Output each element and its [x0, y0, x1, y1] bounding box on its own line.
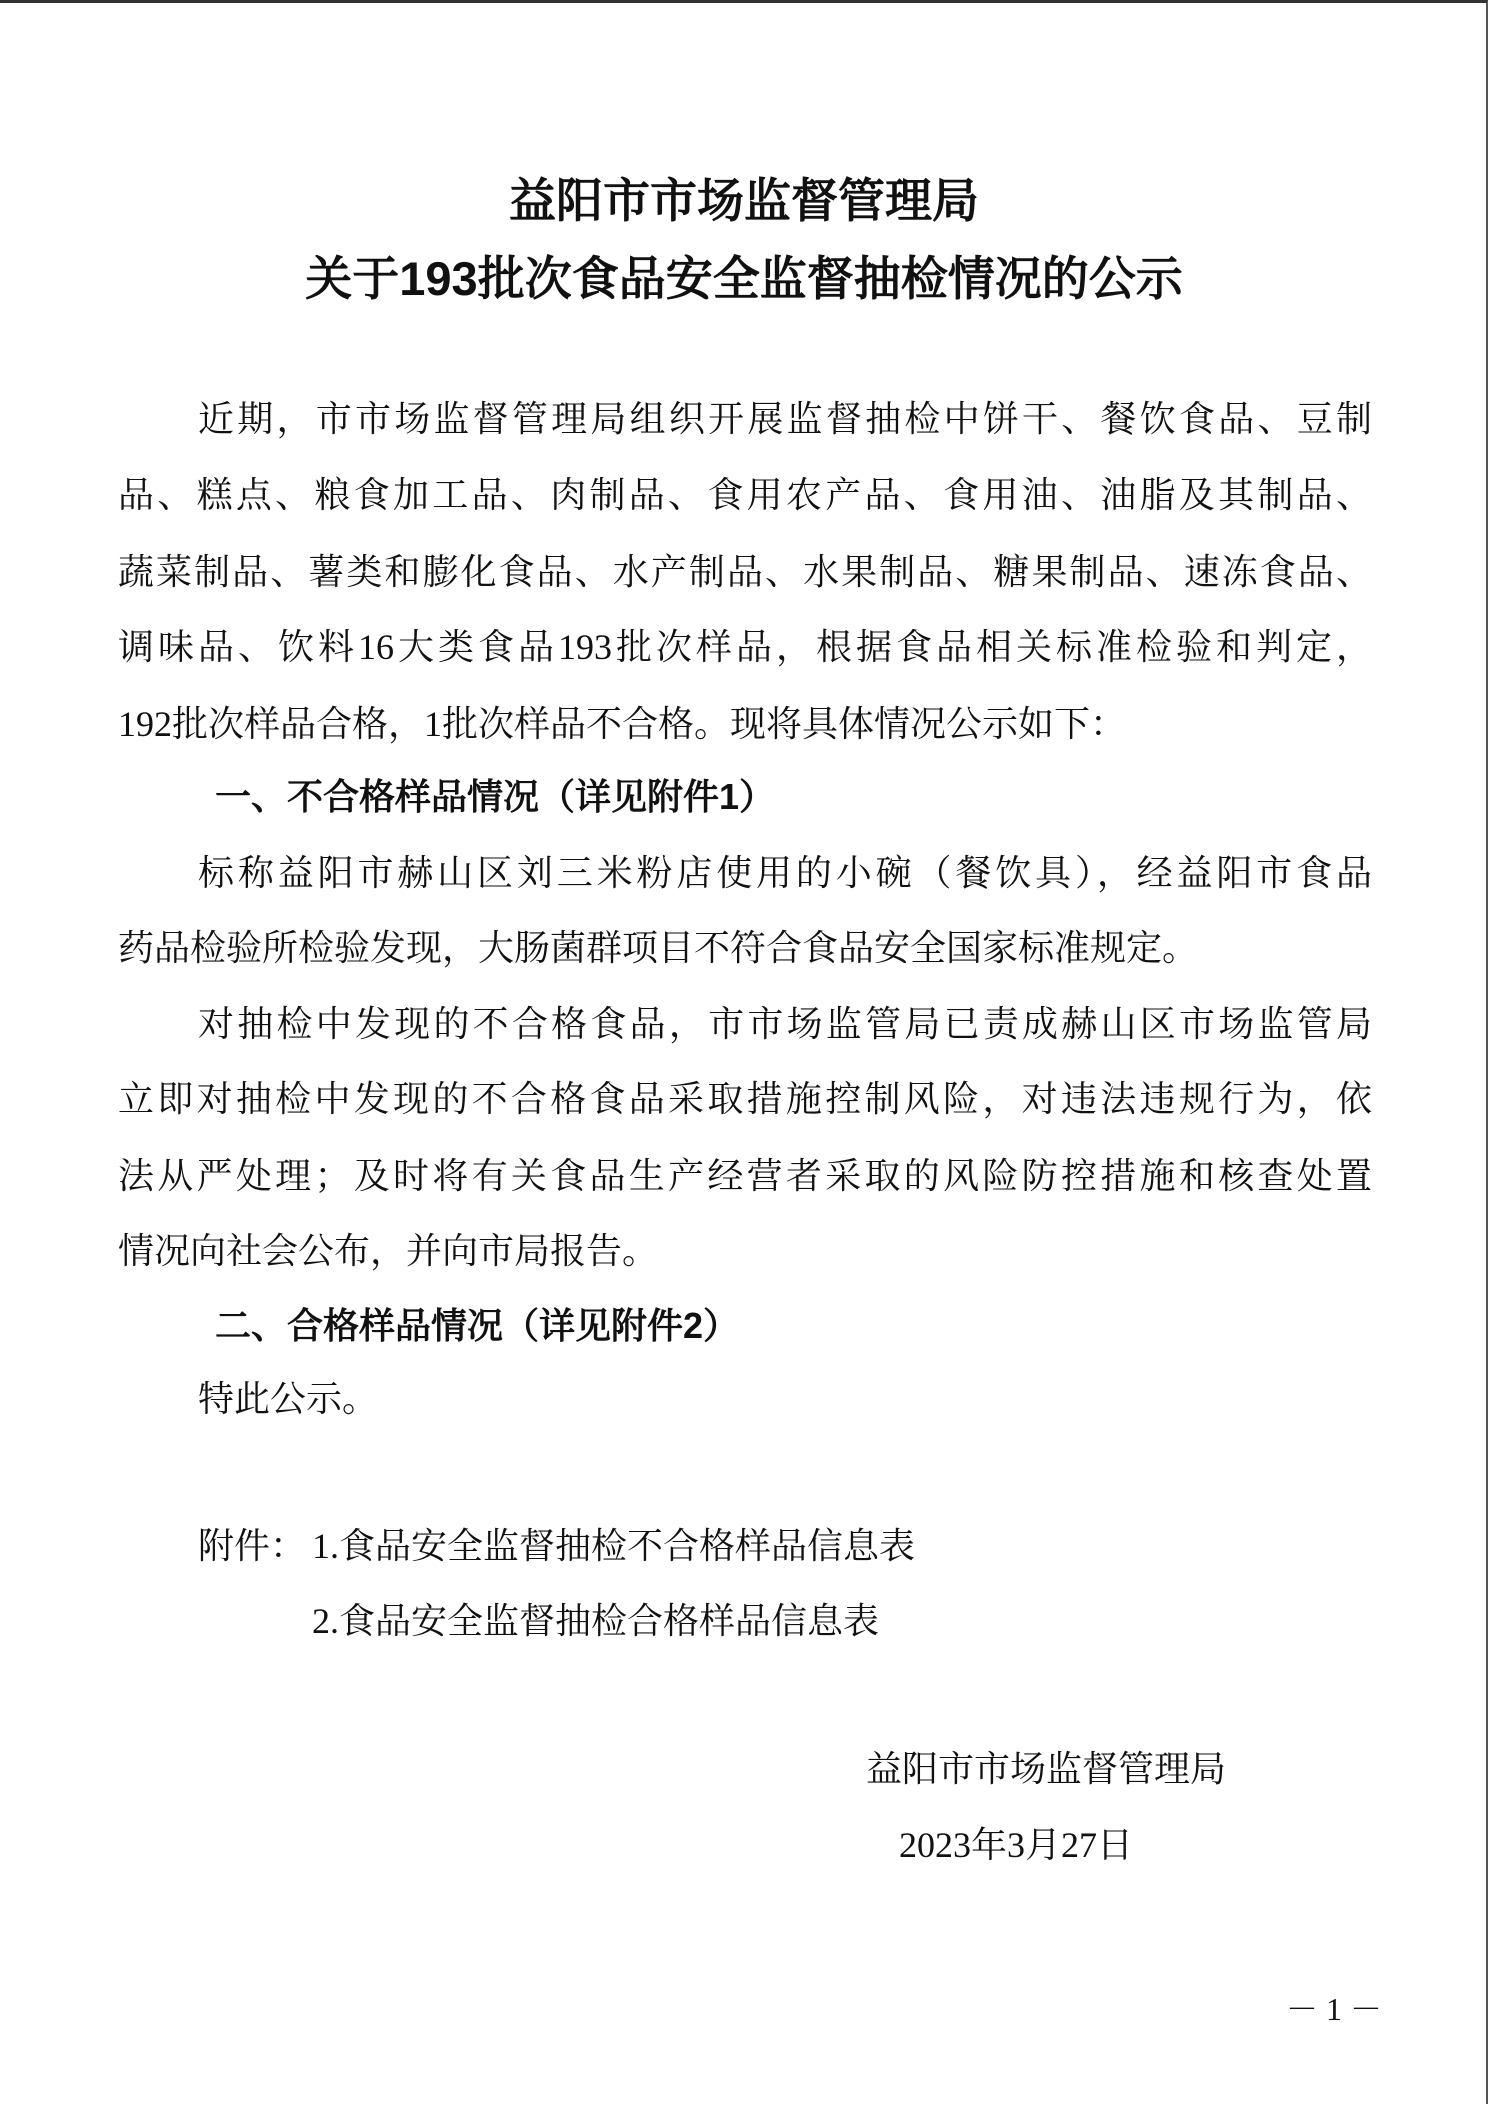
intro-line: 蔬菜制品、薯类和膨化食品、水产制品、水果制品、糖果制品、速冻食品、 — [118, 552, 1372, 592]
title-line-2: 关于193批次食品安全监督抽检情况的公示 — [305, 252, 1183, 305]
intro-line: 品、糕点、粮食加工品、肉制品、食用农产品、食用油、油脂及其制品、 — [118, 475, 1372, 515]
attachment-item: 1.食品安全监督抽检不合格样品信息表 — [312, 1526, 916, 1566]
intro-line: 调味品、饮料16大类食品193批次样品，根据食品相关标准检验和判定， — [118, 627, 1372, 667]
section1-para2-line: 对抽检中发现的不合格食品，市市场监管局已责成赫山区市场监管局 — [198, 1004, 1372, 1044]
signature-date: 2023年3月27日 — [899, 1825, 1134, 1865]
intro-line: 近期，市市场监督管理局组织开展监督抽检中饼干、餐饮食品、豆制 — [198, 399, 1372, 439]
attachment-item: 2.食品安全监督抽检合格样品信息表 — [312, 1601, 880, 1641]
section1-heading: 一、不合格样品情况（详见附件1） — [215, 776, 776, 817]
title-line-1: 益阳市市场监督管理局 — [509, 174, 979, 227]
attachments-label: 附件： — [198, 1526, 307, 1566]
section2-heading: 二、合格样品情况（详见附件2） — [215, 1305, 740, 1346]
page-number: － 1 － — [1286, 1991, 1383, 2027]
section1-para1-line: 药品检验所检验发现，大肠菌群项目不符合食品安全国家标准规定。 — [118, 928, 1199, 968]
section1-para2-line: 法从严处理；及时将有关食品生产经营者采取的风险防控措施和核查处置 — [118, 1156, 1372, 1196]
section1-para2-line: 立即对抽检中发现的不合格食品采取措施控制风险，对违法违规行为，依 — [118, 1079, 1372, 1119]
section1-para1-line: 标称益阳市赫山区刘三米粉店使用的小碗（餐饮具），经益阳市食品 — [198, 853, 1372, 893]
closing-text: 特此公示。 — [198, 1379, 379, 1419]
intro-line: 192批次样品合格，1批次样品不合格。现将具体情况公示如下： — [118, 704, 1127, 744]
section1-para2-line: 情况向社会公布，并向市局报告。 — [118, 1231, 659, 1271]
signature-org: 益阳市市场监督管理局 — [866, 1749, 1227, 1789]
